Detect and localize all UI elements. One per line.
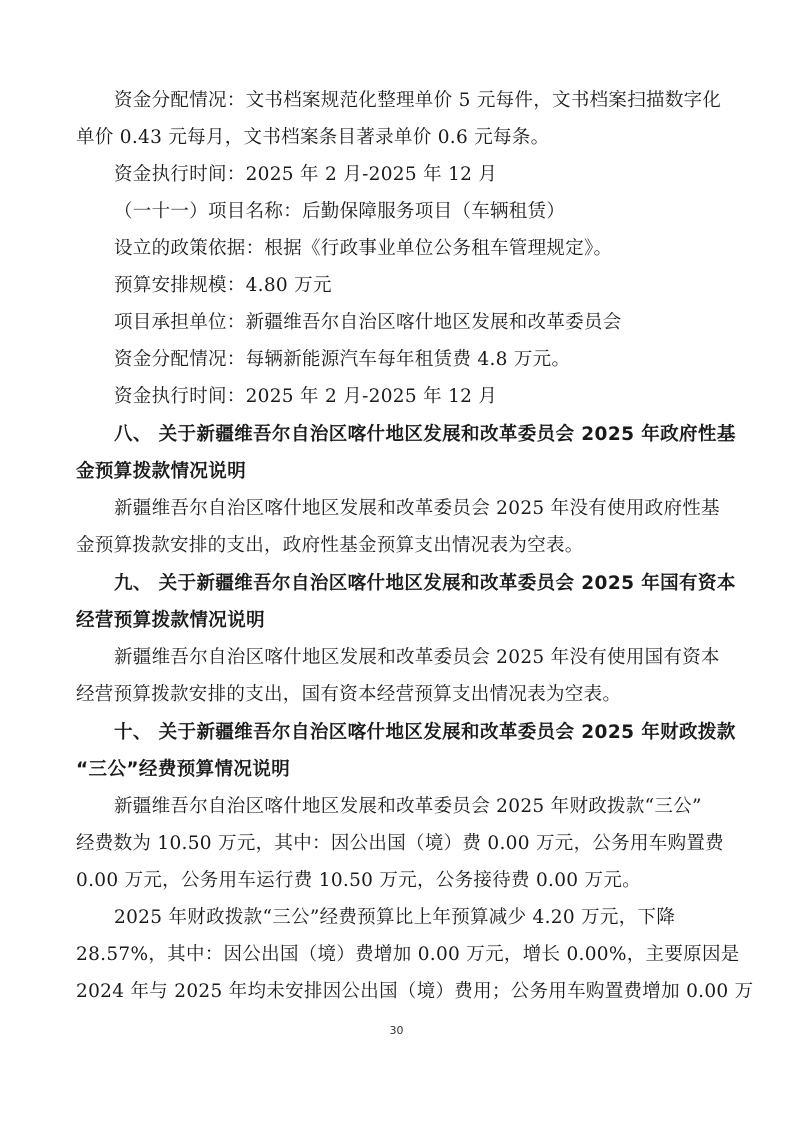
section-10-body-line-1: 新疆维吾尔自治区喀什地区发展和改革委员会 2025 年财政拨款“三公” [114,796,702,817]
fund-allocation-line-2: 单价 0.43 元每月，文书档案条目著录单价 0.6 元每条。 [76,127,550,148]
fund-allocation-line-3: 资金分配情况：每辆新能源汽车每年租赁费 4.8 万元。 [114,349,571,370]
page-number: 30 [389,1024,404,1037]
project-unit-line: 项目承担单位：新疆维吾尔自治区喀什地区发展和改革委员会 [114,312,622,333]
section-10-body-line-3: 0.00 万元，公务用车运行费 10.50 万元，公务接待费 0.00 万元。 [76,870,641,891]
section-10-body-line-5: 28.57%，其中：因公出国（境）费增加 0.00 万元，增长 0.00%，主要原因是 [76,944,740,965]
section-10-body-line-4: 2025 年财政拨款“三公”经费预算比上年预算减少 4.20 万元，下降 [114,907,676,928]
section-8-body-line-2: 金预算拨款安排的支出，政府性基金预算支出情况表为空表。 [76,535,584,556]
budget-scale-line: 预算安排规模：4.80 万元 [114,275,332,296]
execution-time-line: 资金执行时间：2025 年 2 月-2025 年 12 月 [114,164,498,185]
section-10-heading-line-2: “三公”经费预算情况说明 [76,759,291,780]
section-9-body-line-1: 新疆维吾尔自治区喀什地区发展和改革委员会 2025 年没有使用国有资本 [114,647,720,668]
section-9-heading-line-1: 九、 关于新疆维吾尔自治区喀什地区发展和改革委员会 2025 年国有资本 [114,573,736,594]
execution-time-line-2: 资金执行时间：2025 年 2 月-2025 年 12 月 [114,386,498,407]
policy-basis-line: 设立的政策依据：根据《行政事业单位公务租车管理规定》。 [114,238,613,259]
section-9-heading-line-2: 经营预算拨款情况说明 [76,610,266,631]
fund-allocation-line-1: 资金分配情况：文书档案规范化整理单价 5 元每件，文书档案扫描数字化 [114,90,722,111]
section-8-heading-line-1: 八、 关于新疆维吾尔自治区喀什地区发展和改革委员会 2025 年政府性基 [114,424,736,445]
section-10-heading-line-1: 十、 关于新疆维吾尔自治区喀什地区发展和改革委员会 2025 年财政拨款 [114,722,736,743]
project-name-line: （一十一）项目名称：后勤保障服务项目（车辆租赁） [114,201,566,222]
section-8-heading-line-2: 金预算拨款情况说明 [76,461,247,482]
section-8-body-line-1: 新疆维吾尔自治区喀什地区发展和改革委员会 2025 年没有使用政府性基 [114,498,720,519]
section-10-body-line-6: 2024 年与 2025 年均未安排因公出国（境）费用；公务用车购置费增加 0.00 万 [76,981,754,1002]
section-10-body-line-2: 经费数为 10.50 万元，其中：因公出国（境）费 0.00 万元，公务用车购置费 [76,833,724,854]
section-9-body-line-2: 经营预算拨款安排的支出，国有资本经营预算支出情况表为空表。 [76,684,622,705]
